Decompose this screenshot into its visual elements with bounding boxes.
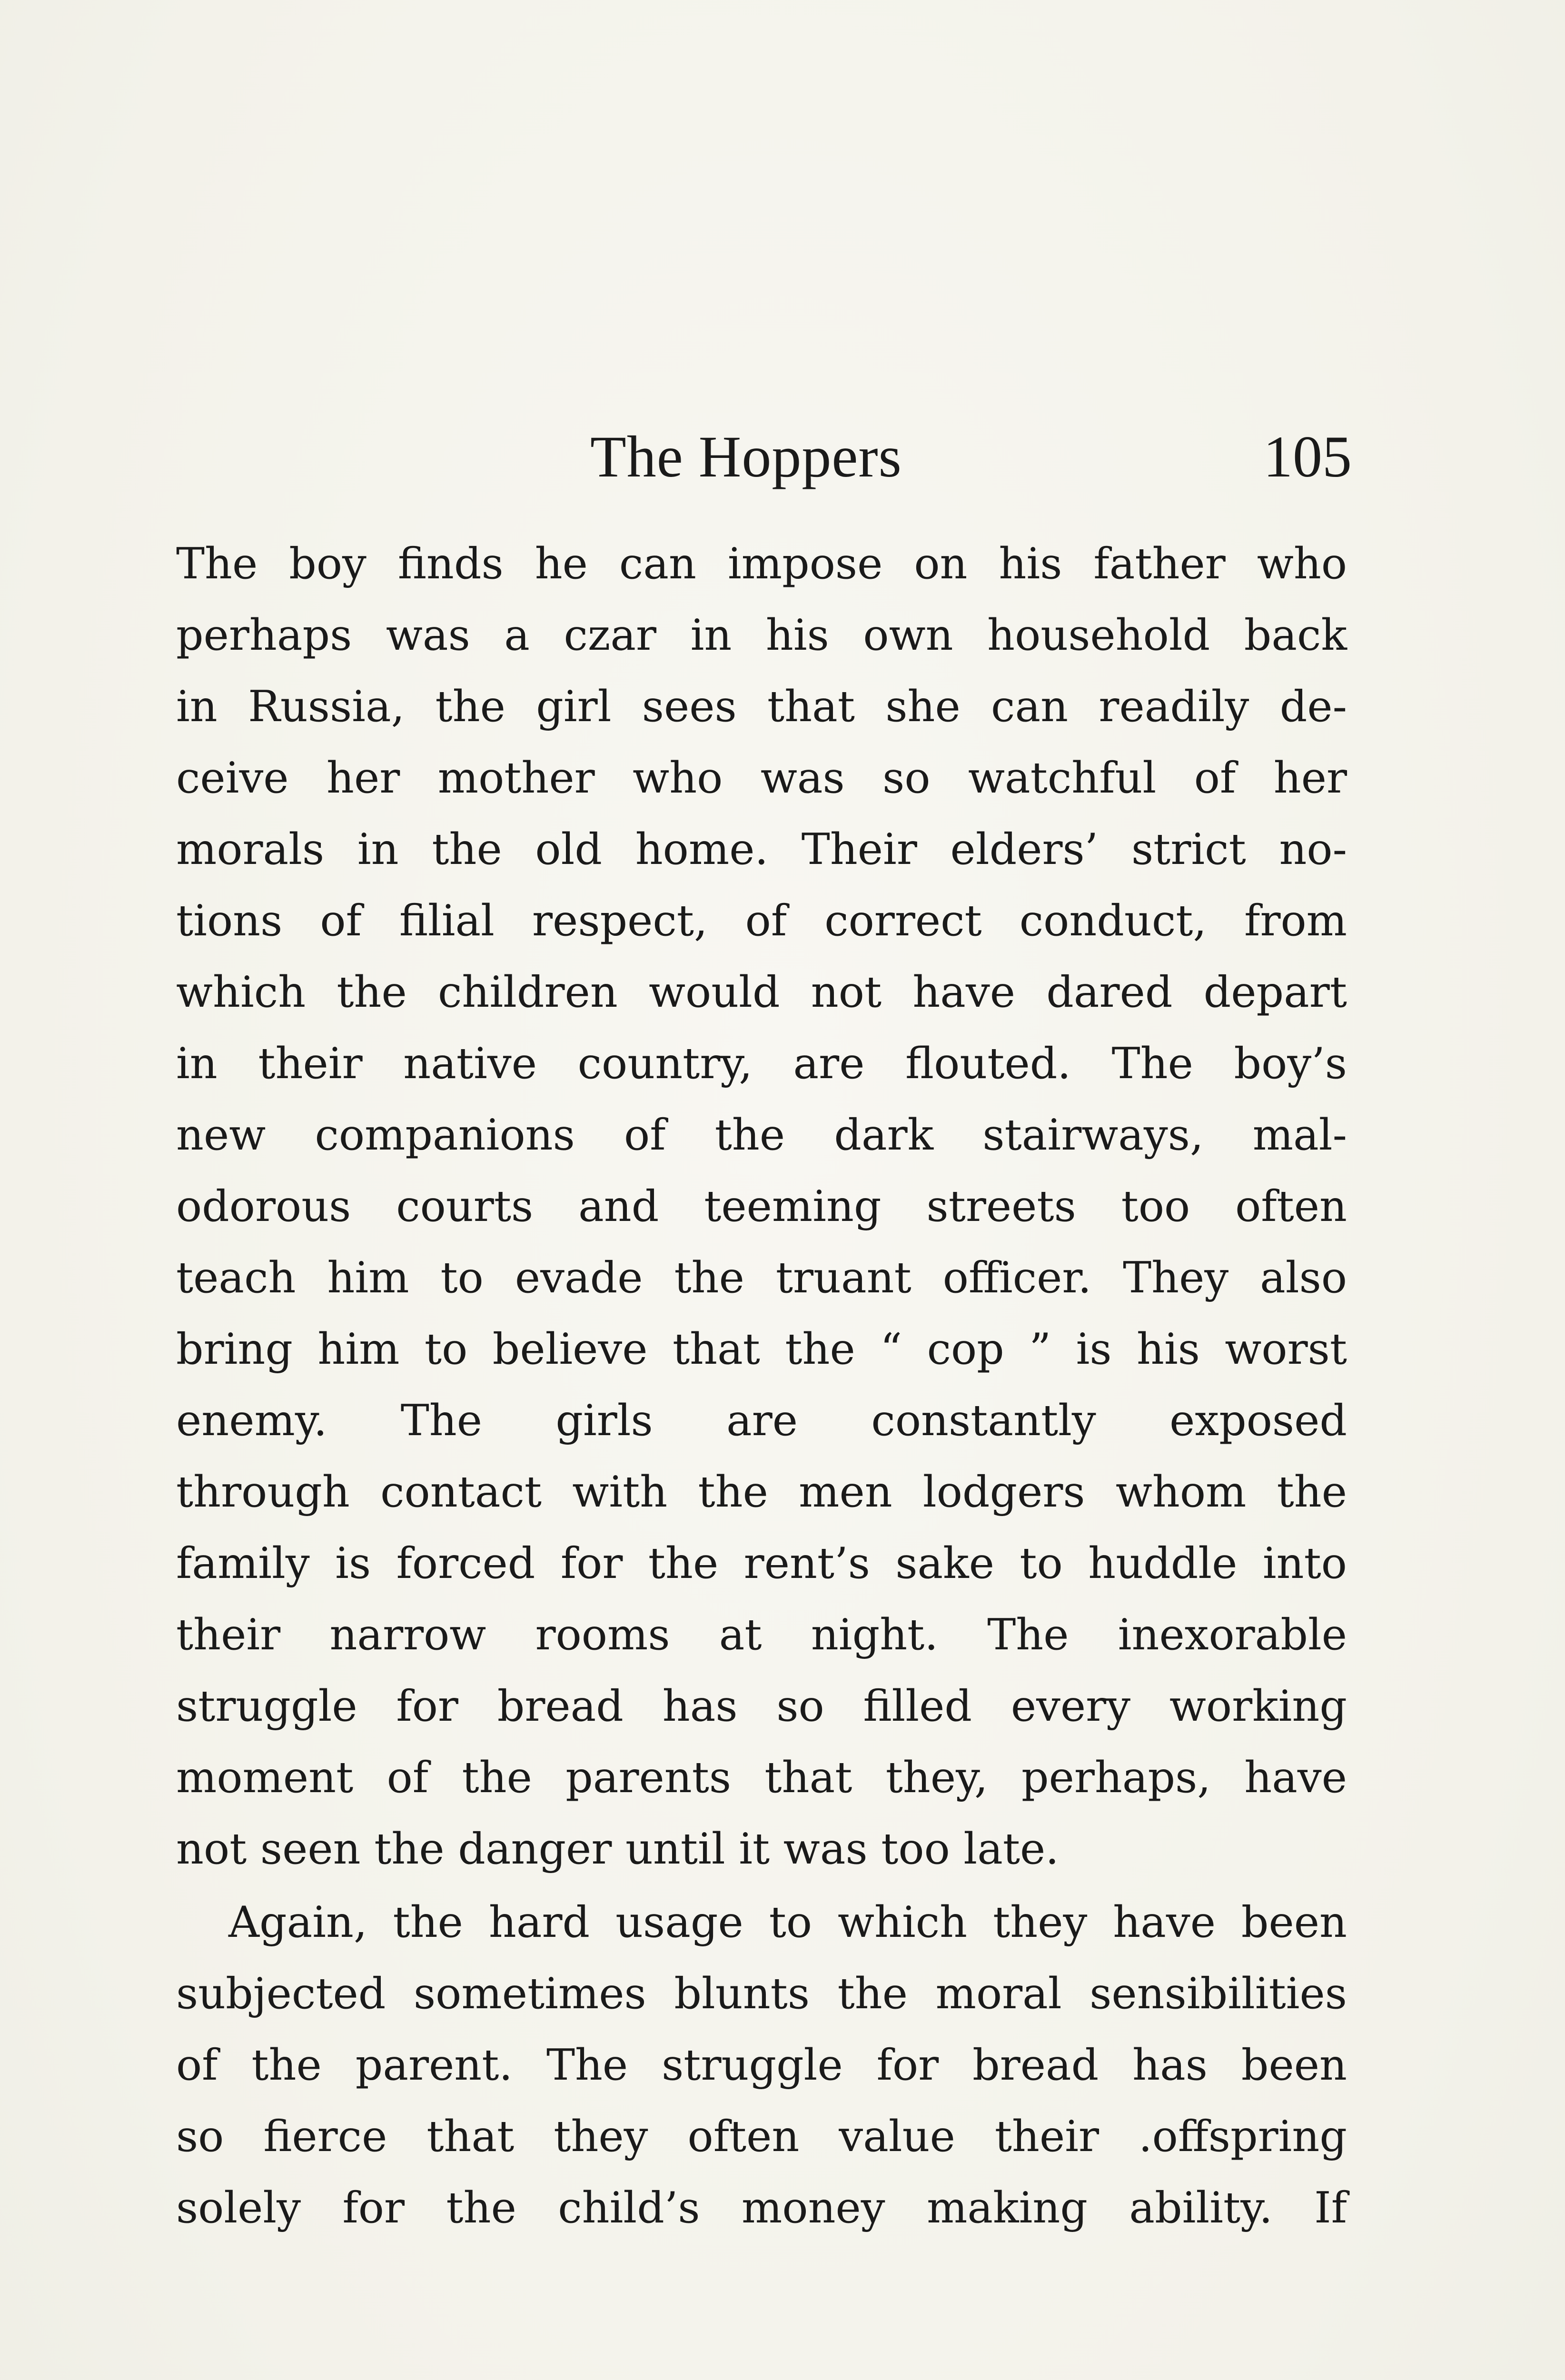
text-line: which the children would not have dared depart: [176, 967, 1347, 1017]
text-line: enemy. The girls are constantly exposed: [176, 1396, 1347, 1446]
text-line: The boy finds he can impose on his father who: [176, 539, 1347, 589]
text-line: not seen the danger until it was too late.: [176, 1824, 1059, 1874]
text-line: bring him to believe that the “ cop ” is his worst: [176, 1324, 1347, 1374]
text-line: morals in the old home. Their elders’ strict no-: [176, 824, 1347, 874]
text-line: of the parent. The struggle for bread has been: [176, 2040, 1347, 2090]
text-line: perhaps was a czar in his own household back: [176, 610, 1347, 660]
text-line: subjected sometimes blunts the moral sensibilities: [176, 1969, 1347, 2019]
text-line: new companions of the dark stairways, mal-: [176, 1110, 1347, 1160]
body-text: [176, 528, 1347, 2244]
text-line: family is forced for the rent’s sake to huddle into: [176, 1538, 1347, 1588]
text-line: odorous courts and teeming streets too often: [176, 1181, 1347, 1231]
text-line: tions of filial respect, of correct conduct, from: [176, 896, 1347, 946]
text-line: teach him to evade the truant officer. They also: [176, 1253, 1347, 1303]
page-number: 105: [1263, 424, 1352, 489]
text-line: through contact with the men lodgers whom the: [176, 1467, 1347, 1517]
text-line: so fierce that they often value their .offspring: [176, 2112, 1347, 2162]
text-line: ceive her mother who was so watchful of her: [176, 753, 1347, 803]
text-line: in their native country, are flouted. The boy’s: [176, 1039, 1347, 1089]
text-line: struggle for bread has so filled every working: [176, 1681, 1347, 1731]
text-line: solely for the child’s money making ability. If: [176, 2183, 1347, 2233]
text-line: moment of the parents that they, perhaps, have: [176, 1753, 1347, 1803]
running-head: [181, 419, 1352, 495]
text-line: their narrow rooms at night. The inexorable: [176, 1610, 1347, 1660]
running-title: The Hoppers: [590, 424, 902, 489]
text-line: in Russia, the girl sees that she can readily de-: [176, 682, 1347, 732]
text-line: Again, the hard usage to which they have been: [228, 1897, 1347, 1947]
